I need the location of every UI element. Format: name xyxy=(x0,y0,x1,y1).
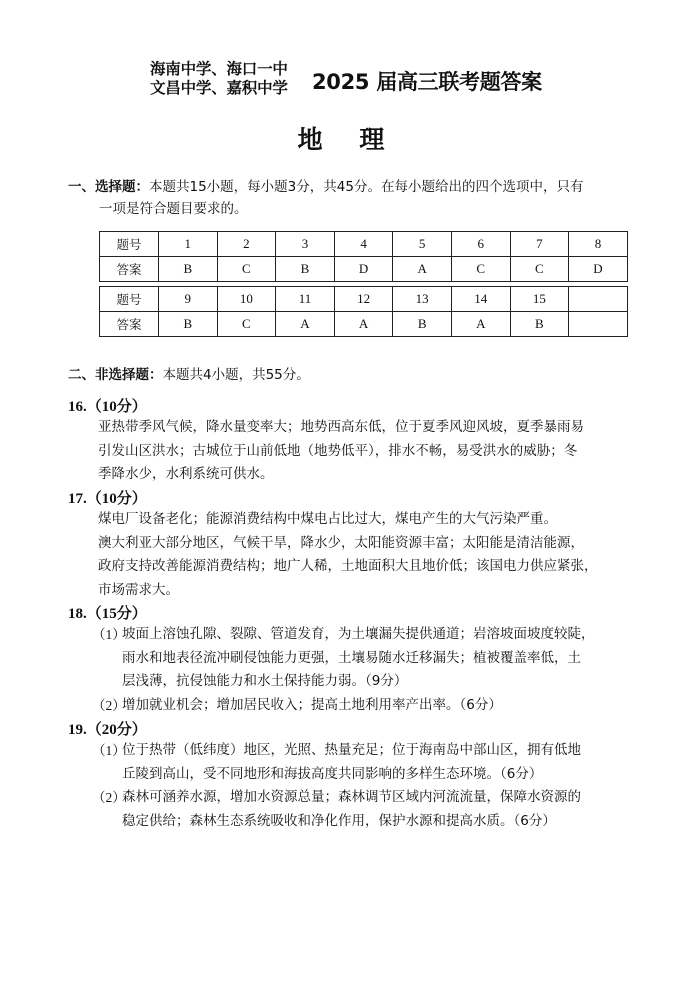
table-cell: A xyxy=(451,312,510,337)
section-1-heading: 一、选择题： xyxy=(68,179,149,195)
answer-line: 层浅薄，抗侵蚀能力和水土保持能力弱。（9分） xyxy=(122,673,408,689)
row-label-question: 题号 xyxy=(100,287,159,312)
item-number: （2） xyxy=(92,697,126,713)
section-2-text: 本题共4小题，共55分。 xyxy=(162,367,310,383)
table-cell: A xyxy=(393,257,452,282)
answer-line: 位于热带（低纬度）地区，光照、热量充足；位于海南岛中部山区，拥有低地 xyxy=(122,742,581,758)
item-number: （2） xyxy=(92,790,126,805)
table-row xyxy=(100,232,628,257)
list-item xyxy=(92,623,638,694)
question-19 xyxy=(68,718,638,833)
table-cell: 2 xyxy=(217,232,276,257)
answer-line: 坡面上溶蚀孔隙、裂隙、管道发育，为土壤漏失提供通道；岩溶坡面坡度较陡， xyxy=(122,626,595,642)
table-cell: C xyxy=(451,257,510,282)
table-row xyxy=(100,257,628,282)
table-cell: A xyxy=(334,312,393,337)
item-number: （1） xyxy=(92,743,126,758)
answer-line: 季降水少，水利系统可供水。 xyxy=(98,466,274,482)
school-names-line1: 海南中学、海口一中 xyxy=(150,60,288,78)
row-label-answer: 答案 xyxy=(100,257,159,282)
answer-line: 引发山区洪水；古城位于山前低地（地势低平），排水不畅，易受洪水的威胁；冬 xyxy=(98,442,578,459)
list-item xyxy=(92,694,638,718)
question-17 xyxy=(68,487,638,602)
section-1-text-line2: 一项是符合题目要求的。 xyxy=(99,201,248,217)
table-cell: D xyxy=(569,257,628,282)
answer-line: 亚热带季风气候，降水量变率大；地势西高东低，位于夏季风迎风坡，夏季暴雨易 xyxy=(98,419,584,435)
table-cell xyxy=(569,287,628,312)
answer-line: 市场需求大。 xyxy=(98,581,179,598)
row-label-question: 题号 xyxy=(100,232,159,257)
table-cell xyxy=(569,312,628,337)
table-cell: 9 xyxy=(159,287,218,312)
answer-line: 澳大利亚大部分地区，气候干旱，降水少，太阳能资源丰富；太阳能是清洁能源， xyxy=(98,534,584,551)
answer-line: 稳定供给；森林生态系统吸收和净化作用，保护水源和提高水质。（6分） xyxy=(122,812,556,829)
question-16-answer xyxy=(68,416,638,487)
answer-table-block-1 xyxy=(99,231,628,282)
row-label-answer: 答案 xyxy=(100,312,159,337)
section-1-intro xyxy=(68,176,638,220)
answer-table-block-2 xyxy=(99,286,628,337)
section-1-text-line1: 本题共15小题，每小题3分，共45分。在每小题给出的四个选项中，只有 xyxy=(149,179,584,195)
question-18 xyxy=(68,602,638,717)
table-cell: C xyxy=(217,312,276,337)
table-cell: B xyxy=(159,257,218,282)
table-cell: B xyxy=(510,312,569,337)
question-19-number: 19.（20分） xyxy=(68,722,147,738)
table-cell: 11 xyxy=(276,287,335,312)
question-17-answer xyxy=(68,508,638,602)
table-cell: C xyxy=(510,257,569,282)
answer-line: 政府支持改善能源消费结构；地广人稀，土地面积大且地价低；该国电力供应紧张， xyxy=(98,558,598,574)
table-cell: D xyxy=(334,257,393,282)
answer-line: 增加就业机会；增加居民收入；提高土地利用率产出率。（6分） xyxy=(122,696,502,713)
table-cell: A xyxy=(276,312,335,337)
school-names-line2: 文昌中学、嘉积中学 xyxy=(150,79,288,97)
document-title: 2025 届高三联考题答案 xyxy=(312,70,542,94)
question-19-answer xyxy=(68,739,638,833)
section-2-heading: 二、非选择题： xyxy=(68,367,163,383)
school-names xyxy=(150,60,288,98)
answer-line: 森林可涵养水源，增加水资源总量；森林调节区域内河流流量，保障水资源的 xyxy=(122,789,581,805)
table-cell: 14 xyxy=(451,287,510,312)
table-cell: B xyxy=(276,257,335,282)
answer-line: 煤电厂设备老化；能源消费结构中煤电占比过大，煤电产生的大气污染严重。 xyxy=(98,511,557,527)
table-cell: 5 xyxy=(393,232,452,257)
table-cell: 1 xyxy=(159,232,218,257)
section-2-intro xyxy=(68,364,310,386)
question-18-number: 18.（15分） xyxy=(68,606,147,622)
table-cell: 7 xyxy=(510,232,569,257)
table-cell: B xyxy=(393,312,452,337)
answer-table xyxy=(99,231,628,337)
answer-line: 雨水和地表径流冲刷侵蚀能力更强，土壤易随水迁移漏失；植被覆盖率低，土 xyxy=(122,649,581,666)
table-cell: 6 xyxy=(451,232,510,257)
table-cell: 12 xyxy=(334,287,393,312)
table-row xyxy=(100,312,628,337)
subject-title: 地 理 xyxy=(297,125,399,154)
table-cell: 8 xyxy=(569,232,628,257)
list-item xyxy=(92,786,638,833)
table-row xyxy=(100,287,628,312)
table-cell: C xyxy=(217,257,276,282)
answer-line: 丘陵到高山，受不同地形和海拔高度共同影响的多样生态环境。（6分） xyxy=(122,765,543,782)
question-16 xyxy=(68,395,638,487)
table-cell: 4 xyxy=(334,232,393,257)
table-cell: 10 xyxy=(217,287,276,312)
question-17-number: 17.（10分） xyxy=(68,491,147,507)
table-cell: 3 xyxy=(276,232,335,257)
question-18-answer xyxy=(68,623,638,717)
table-cell: 13 xyxy=(393,287,452,312)
item-number: （1） xyxy=(92,627,126,642)
table-cell: B xyxy=(159,312,218,337)
question-16-number: 16.（10分） xyxy=(68,399,147,415)
table-cell: 15 xyxy=(510,287,569,312)
list-item xyxy=(92,739,638,786)
